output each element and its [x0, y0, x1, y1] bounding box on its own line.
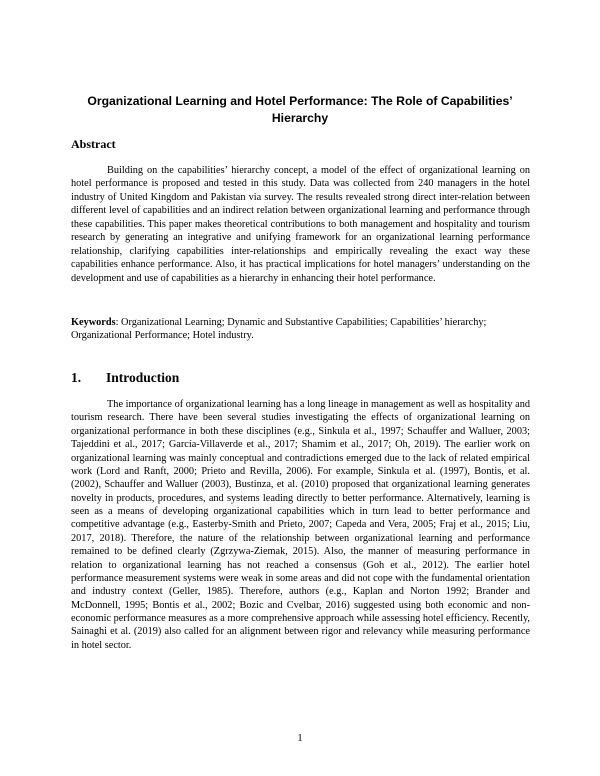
introduction-paragraph: The importance of organizational learning has a long lineage in management as well as hospitality and tourism research. There have been several studies investigating the effects of organizational learning on organizational performance in both these disciplines (e.g., Sinkula et al., 1997; Schauffer and Walluer, 2003; Tajeddini et al., 2017; García-Villaverde et al., 2017; Shamim et al., 2017; Oh, 2019). The earlier work on organizational learning was mainly conceptual and contradictions emerged due to the lack of related empirical work (Lord and Ranft, 2000; Prieto and Revilla, 2006). For example, Sinkula et al. (1997), Bontis, et al. (2002), Schauffer and Walluer (2003), Bustinza, et al. (2010) proposed that organizational learning generates novelty in products, procedures, and systems leading directly to better performance. Alternatively, learning is seen as a means of developing organizational capabilities which in turn lead to better performance and competitive advantage (e.g., Easterby-Smith and Prieto, 2007; Capeda and Vera, 2005; Fraj et al., 2015; Liu, 2017, 2018). Therefore, the nature of the relationship between organizational learning and performance remained to be defined clearly (Zgrzywa-Ziemak, 2015). Also, the manner of measuring performance in relation to organizational learning has not reached a consensus (Goh et al., 2012). The earlier hotel performance measurement systems were weak in some areas and did not cope with the fundamental orientation and industry context (Geller, 1985). Therefore, authors (e.g., Kaplan and Norton 1992; Brander and McDonnell, 1995; Bontis et al., 2002; Bozic and Cvelbar, 2016) suggested using both economic and non-economic performance measures as a more comprehensive approach while assessing hotel efficiency. Recently, Sainaghi et al. (2019) also called for an alignment between rigor and relevancy while measuring performance in hotel sector. — [71, 399, 530, 651]
keywords-text: : Organizational Learning; Dynamic and Substantive Capabilities; Capabilities’ hierarchy; Organizational Performance; Hotel industry. — [71, 317, 487, 342]
paper-title: Organizational Learning and Hotel Performance: The Role of Capabilities’ Hierarchy — [87, 94, 513, 125]
page-number: 1 — [297, 733, 303, 744]
abstract-paragraph: Building on the capabilities’ hierarchy concept, a model of the effect of organizational learning on hotel performance is proposed and tested in this study. Data was collected from 240 managers in the hotel industry of United Kingdom and Pakistan via survey. The results revealed strong direct inter-relation between different level of capabilities and an indirect relation between organizational learning and performance through these capabilities. This paper makes theoretical contributions to both management and hospitality and tourism research by generating an integrative and unifying framework for an organizational learning performance relationship, clarifying capabilities inter-relationships and empirically revealing the exact way these capabilities enhance performance. Also, it has practical implications for hotel managers’ understanding on the development and use of capabilities as a hierarchy in enhancing their hotel performance. — [71, 165, 530, 284]
keywords-line — [71, 316, 530, 343]
section-heading — [71, 370, 179, 386]
section-title: Introduction — [106, 370, 180, 385]
section-number: 1. — [71, 370, 82, 385]
abstract-heading: Abstract — [71, 137, 116, 151]
keywords-label: Keywords — [71, 317, 116, 328]
